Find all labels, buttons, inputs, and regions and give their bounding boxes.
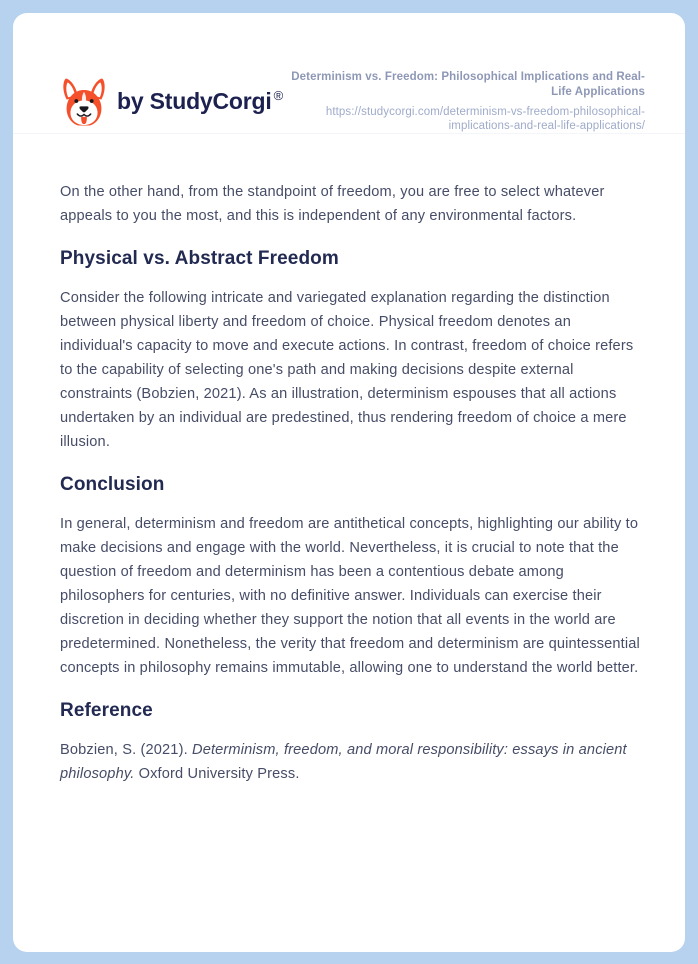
reference-citation (60, 738, 645, 786)
intro-paragraph: On the other hand, from the standpoint of freedom, you are free to select whatever appeals to you the most, and this is independent of any environmental factors. (60, 184, 605, 224)
citation-title: Determinism, freedom, and moral responsibility: essays in ancient philosophy. (60, 742, 627, 782)
section-heading-reference: Reference (60, 700, 153, 721)
section-heading-conclusion: Conclusion (60, 474, 165, 495)
article-content (13, 134, 685, 786)
document-card (13, 13, 685, 952)
document-header (13, 13, 685, 134)
registered-trademark: ® (273, 88, 283, 103)
document-title: Determinism vs. Freedom: Philosophical Implications and Real-Life Applications (291, 71, 645, 98)
corgi-logo-icon (60, 75, 108, 129)
section-paragraph: In general, determinism and freedom are antithetical concepts, highlighting our ability to make decisions and engage with the world. Nevertheless, it is crucial to note that the question of freedom and determinism has been a contentious debate among philosophers for centuries, with no definitive answer. Individuals can exercise their discretion in deciding whether they support the notion that all events in the world are predetermined. Nonetheless, the verity that freedom and determinism are quintessential concepts in philosophy remains immutable, allowing one to understand the world better. (60, 516, 640, 676)
section-paragraph: Consider the following intricate and variegated explanation regarding the distinction between physical liberty and freedom of choice. Physical freedom denotes an individual's capacity to move and execute actions. In contrast, freedom of choice refers to the capability of selecting one's path and making decisions despite external constraints (Bobzien, 2021). As an illustration, determinism espouses that all actions undertaken by an individual are predestined, thus rendering freedom of choice a mere illusion. (60, 290, 634, 450)
citation-publisher: Oxford University Press. (134, 766, 300, 782)
studycorgi-brand (60, 75, 283, 129)
citation-author-year: Bobzien, S. (2021). (60, 742, 192, 758)
document-meta (283, 70, 645, 133)
section-heading-physical-vs-abstract-freedom: Physical vs. Abstract Freedom (60, 248, 339, 269)
document-url-link[interactable]: https://studycorgi.com/determinism-vs-freedom-philosophical-implications-and-real-life-applications/ (325, 106, 645, 132)
brand-wordmark: by StudyCorgi ® (117, 88, 283, 114)
